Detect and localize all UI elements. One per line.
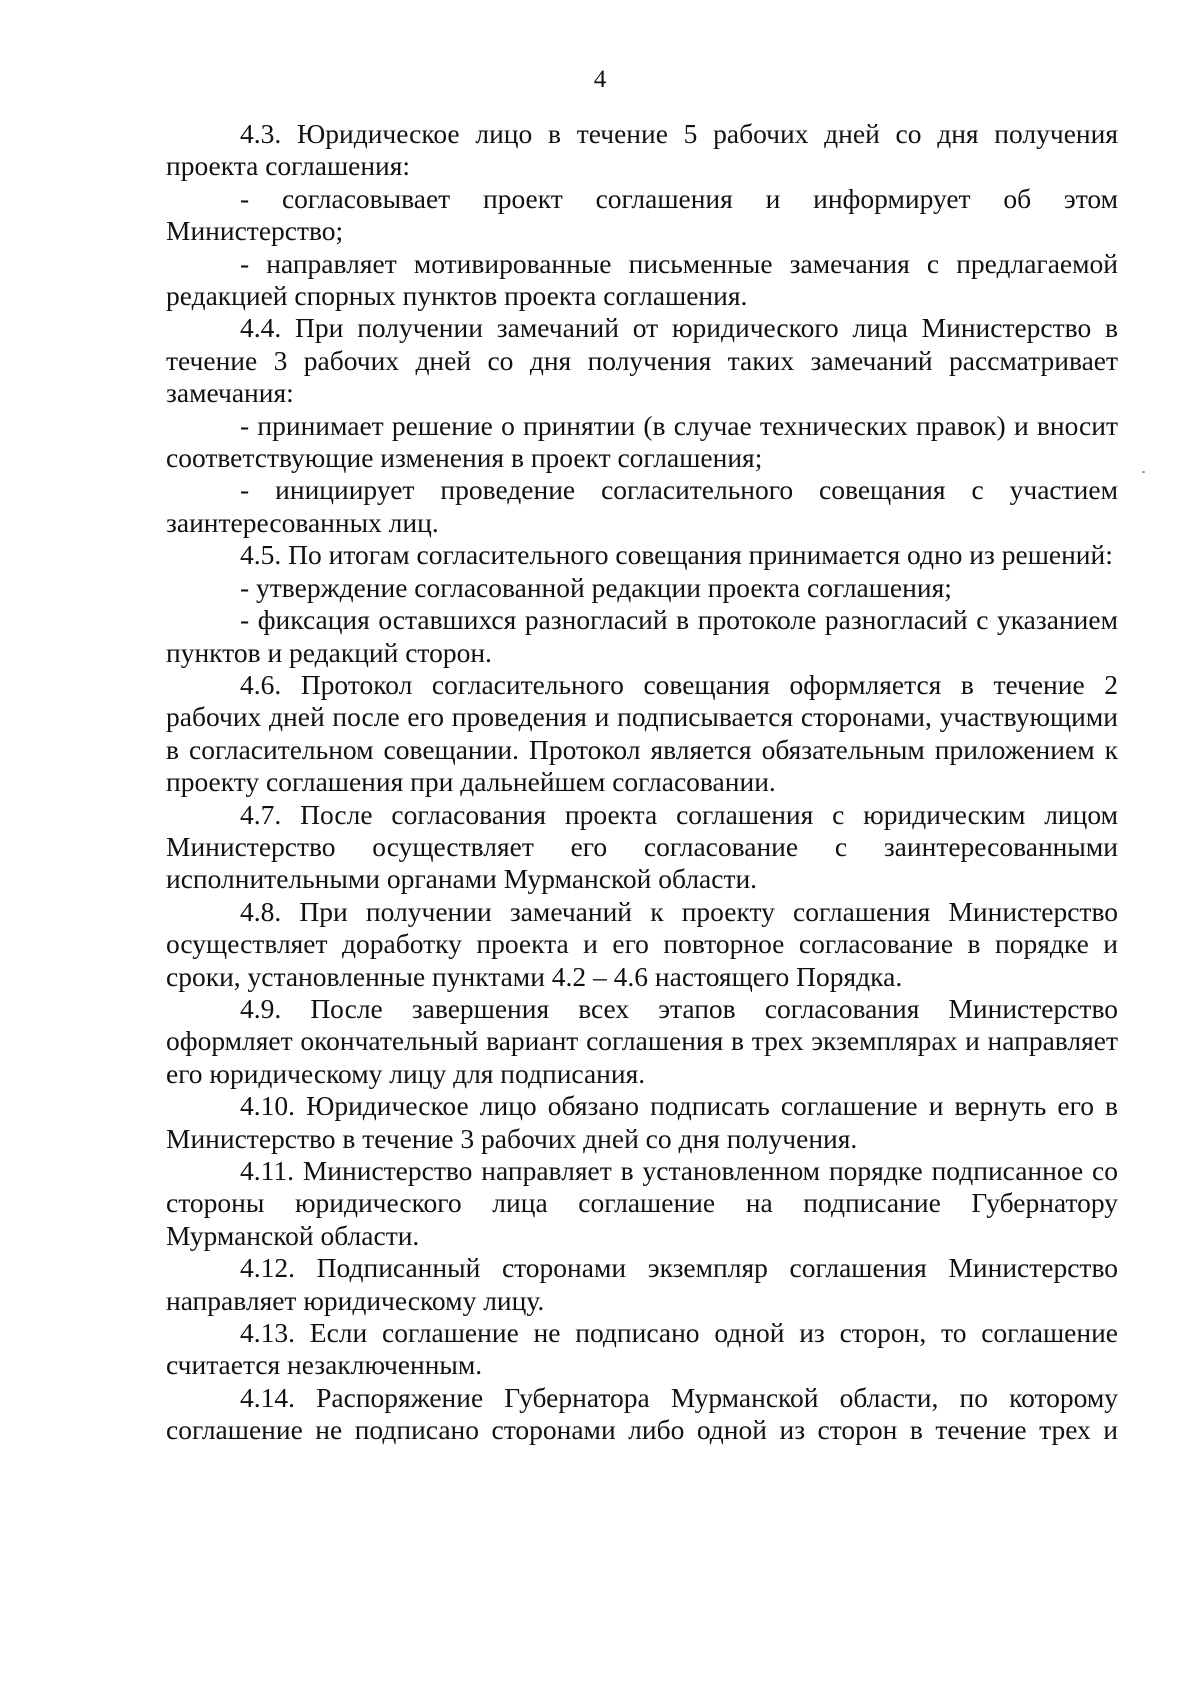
paragraph-4-4: 4.4. При получении замечаний от юридического лица Министерство в течение 3 рабочих дней со дня получения таких замечаний рассматривает замечания: — [166, 312, 1118, 409]
paragraph-4-8: 4.8. При получении замечаний к проекту соглашения Министерство осуществляет доработку проекта и его повторное согласование в порядке и сроки, установленные пунктами 4.2 – 4.6 настоящего Порядка. — [166, 895, 1118, 992]
paragraph-4-6: 4.6. Протокол согласительного совещания оформляется в течение 2 рабочих дней после его проведения и подписывается сторонами, участвующими в согласительном совещании. Протокол является обязательным приложением к проекту соглашения при дальнейшем согласовании. — [166, 668, 1118, 798]
paragraph-4-3: 4.3. Юридическое лицо в течение 5 рабочих дней со дня получения проекта соглашения: — [166, 118, 1118, 182]
paragraph-4-5: 4.5. По итогам согласительного совещания принимается одно из решений: — [240, 539, 1113, 571]
list-item-send-remarks: - направляет мотивированные письменные замечания с предлагаемой редакцией спорных пунктов проекта соглашения. — [166, 247, 1118, 312]
paragraph-4-7: 4.7. После согласования проекта соглашения с юридическим лицом Министерство осуществляет его согласование с заинтересованными исполнительными органами Мурманской области. — [166, 798, 1118, 895]
paragraph-4-12: 4.12. Подписанный сторонами экземпляр соглашения Министерство направляет юридическому лицу. — [166, 1252, 1118, 1316]
list-item-initiate-meeting: - инициирует проведение согласительного совещания с участием заинтересованных лиц. — [166, 474, 1118, 538]
list-item-agree: - согласовывает проект соглашения и информирует об этом Министерство; — [166, 182, 1118, 247]
paragraph-4-10: 4.10. Юридическое лицо обязано подписать соглашение и вернуть его в Министерство в течение 3 рабочих дней со дня получения. — [166, 1090, 1118, 1154]
paragraph-4-14: 4.14. Распоряжение Губернатора Мурманской области, по которому соглашение не подписано сторонами либо одной из сторон в течение трех и — [166, 1381, 1118, 1446]
paragraph-4-11: 4.11. Министерство направляет в установленном порядке подписанное со стороны юридического лица соглашение на подписание Губернатору Мурманской области. — [166, 1155, 1118, 1251]
paragraph-4-13: 4.13. Если соглашение не подписано одной из сторон, то соглашение считается незаключенным. — [166, 1317, 1118, 1381]
list-item-accept-decision: - принимает решение о принятии (в случае технических правок) и вносит соответствующие изменения в проект соглашения; — [166, 409, 1118, 474]
list-item-disagreements: - фиксация оставшихся разногласий в протоколе разногласий с указанием пунктов и редакций сторон. — [166, 604, 1118, 668]
paragraph-4-9: 4.9. После завершения всех этапов согласования Министерство оформляет окончательный вариант соглашения в трех экземплярах и направляет его юридическому лицу для подписания. — [166, 992, 1118, 1089]
document-body — [166, 118, 1118, 1447]
list-item-approval: - утверждение согласованной редакции проекта соглашения; — [240, 571, 952, 603]
scan-speck — [1142, 471, 1145, 473]
page-number: 4 — [593, 66, 607, 93]
